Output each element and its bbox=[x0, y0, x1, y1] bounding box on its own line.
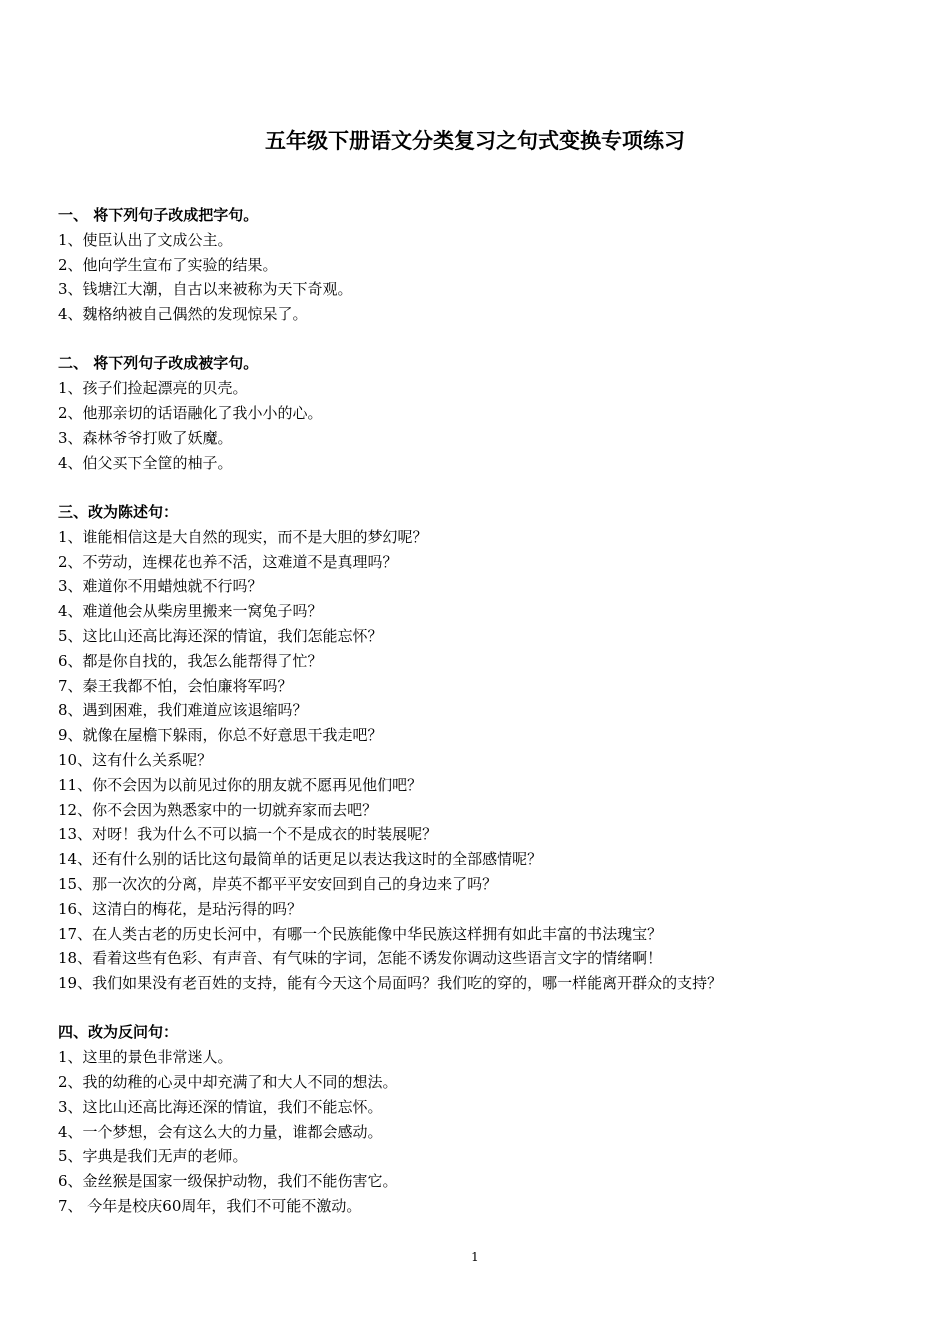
section-heading: 一、 将下列句子改成把字句。 bbox=[58, 206, 259, 224]
exercise-item: 10、这有什么关系呢？ bbox=[58, 750, 213, 769]
exercise-item: 19、我们如果没有老百姓的支持，能有今天这个局面吗？我们吃的穿的，哪一样能离开群众的支持？ bbox=[58, 974, 723, 993]
exercise-item: 9、就像在屋檐下躲雨，你总不好意思干我走吧？ bbox=[58, 726, 383, 745]
exercise-list bbox=[58, 1045, 938, 1219]
section-bei-sentences bbox=[58, 351, 938, 475]
exercise-item: 2、他向学生宣布了实验的结果。 bbox=[58, 255, 278, 274]
exercise-item: 7、 今年是校庆60周年，我们不可能不激动。 bbox=[58, 1196, 362, 1215]
exercise-item: 18、看着这些有色彩、有声音、有气味的字词，怎能不诱发你调动这些语言文字的情绪啊！ bbox=[58, 949, 663, 968]
exercise-list bbox=[58, 376, 938, 475]
section-declarative-sentences bbox=[58, 500, 938, 996]
exercise-item: 3、难道你不用蜡烛就不行吗？ bbox=[58, 577, 263, 596]
exercise-item: 14、还有什么别的话比这句最简单的话更足以表达我这时的全部感情呢？ bbox=[58, 850, 543, 869]
section-heading: 二、 将下列句子改成被字句。 bbox=[58, 354, 259, 373]
exercise-item: 12、你不会因为熟悉家中的一切就弃家而去吧？ bbox=[58, 800, 378, 819]
exercise-item: 17、在人类古老的历史长河中，有哪一个民族能像中华民族这样拥有如此丰富的书法瑰宝？ bbox=[58, 924, 663, 943]
section-rhetorical-questions bbox=[58, 1020, 938, 1218]
exercise-item: 1、谁能相信这是大自然的现实，而不是大胆的梦幻呢？ bbox=[58, 527, 428, 546]
exercise-item: 1、使臣认出了文成公主。 bbox=[58, 230, 233, 249]
exercise-item: 15、那一次次的分离，岸英不都平平安安回到自己的身边来了吗？ bbox=[58, 874, 498, 893]
document-title: 五年级下册语文分类复习之句式变换专项练习 bbox=[265, 129, 685, 153]
exercise-item: 4、难道他会从柴房里搬来一窝兔子吗？ bbox=[58, 602, 323, 621]
exercise-item: 11、你不会因为以前见过你的朋友就不愿再见他们吧？ bbox=[58, 775, 423, 794]
exercise-item: 3、钱塘江大潮，自古以来被称为天下奇观。 bbox=[58, 280, 353, 299]
exercise-item: 4、伯父买下全筐的柚子。 bbox=[58, 453, 233, 472]
section-heading: 四、改为反问句： bbox=[58, 1023, 179, 1042]
exercise-item: 6、都是你自找的，我怎么能帮得了忙？ bbox=[58, 651, 323, 670]
document-content bbox=[58, 203, 938, 1243]
exercise-item: 1、这里的景色非常迷人。 bbox=[58, 1048, 233, 1067]
exercise-item: 5、字典是我们无声的老师。 bbox=[58, 1147, 248, 1166]
exercise-list bbox=[58, 525, 938, 996]
exercise-item: 3、森林爷爷打败了妖魔。 bbox=[58, 428, 233, 447]
exercise-item: 13、对呀！我为什么不可以搞一个不是成衣的时装展呢？ bbox=[58, 825, 438, 844]
page-number: 1 bbox=[471, 1250, 479, 1264]
exercise-item: 8、遇到困难，我们难道应该退缩吗？ bbox=[58, 701, 308, 720]
exercise-item: 5、这比山还高比海还深的情谊，我们怎能忘怀？ bbox=[58, 626, 383, 645]
exercise-item: 2、不劳动，连棵花也养不活，这难道不是真理吗？ bbox=[58, 552, 398, 571]
exercise-item: 16、这清白的梅花，是玷污得的吗？ bbox=[58, 899, 303, 918]
exercise-item: 4、魏格纳被自己偶然的发现惊呆了。 bbox=[58, 305, 308, 324]
exercise-item: 6、金丝猴是国家一级保护动物，我们不能伤害它。 bbox=[58, 1172, 398, 1191]
exercise-item: 1、孩子们捡起漂亮的贝壳。 bbox=[58, 379, 248, 398]
section-ba-sentences bbox=[58, 203, 938, 327]
exercise-item: 7、秦王我都不怕，会怕廉将军吗？ bbox=[58, 676, 293, 695]
exercise-item: 3、这比山还高比海还深的情谊，我们不能忘怀。 bbox=[58, 1097, 383, 1116]
exercise-list bbox=[58, 228, 938, 327]
exercise-item: 2、他那亲切的话语融化了我小小的心。 bbox=[58, 404, 323, 423]
exercise-item: 2、我的幼稚的心灵中却充满了和大人不同的想法。 bbox=[58, 1073, 398, 1091]
exercise-item: 4、一个梦想，会有这么大的力量，谁都会感动。 bbox=[58, 1122, 383, 1141]
section-heading: 三、改为陈述句： bbox=[58, 502, 179, 521]
